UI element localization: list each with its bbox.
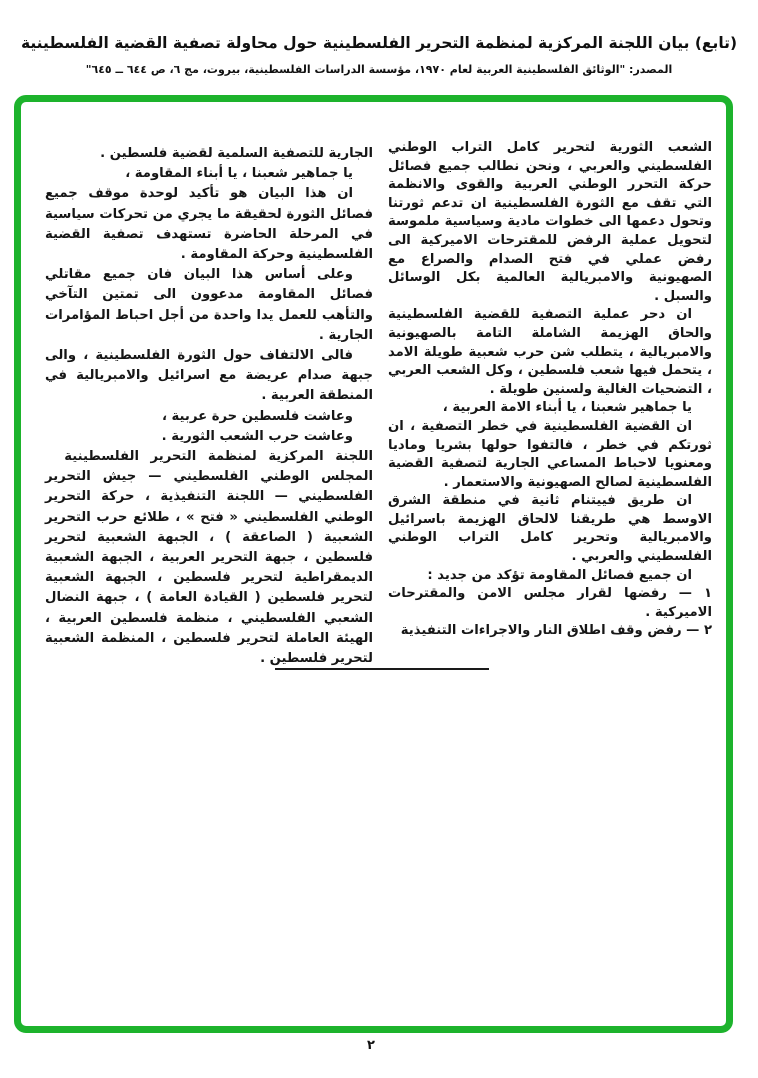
green-border-frame: [14, 95, 733, 1033]
paragraph: ان هذا البيان هو تأكيد لوحدة موقف جميع فصائل الثورة لحقيقة ما يجري من تحركات سياسية في المرحلة الحاضرة تستهدف تصفية القضية الفلسطينية وحركة المقاومة .: [45, 186, 373, 263]
paragraph: وعاشت فلسطين حرة عربية ،: [161, 408, 353, 424]
end-divider: [275, 668, 489, 670]
page-number: ٢: [367, 1038, 375, 1053]
list-item: ١ — رفضها لقرار مجلس الامن والمقترحات الاميركية .: [388, 586, 712, 620]
paragraph: الشعب الثورية لتحرير كامل التراب الوطني الفلسطيني والعربي ، ونحن نطالب جميع فصائل حركة التحرر الوطني العربية والقوى والانظمة التي تقف مع الثورة الفلسطينية ان تدعم ثورتنا وتحول دعمها الى خطوات مادية وسياسية ملموسة لتحويل عملية الرفض للمقترحات الاميركية الى رفض عملي في فتح الصدام والصراع مع الصهيونية والامبريالية العالمية بكل الوسائل والسبل .: [388, 140, 712, 304]
paragraph: المجلس الوطني الفلسطيني — جيش التحرير الفلسطيني — اللجنة التنفيذية ، حركة التحرير الوطني الفلسطيني « فتح » ، طلائع حرب التحرير الشعبية ( الصاعقة ) ، الجبهة الشعبية لتحرير فلسطين ، جبهة التحرير العربية ، الجبهة الشعبية الديمقراطية لتحرير فلسطين ، الجبهة الشعبية لتحرير فلسطين ( القيادة العامة ) ، جبهة النضال الشعبي الفلسطيني ، منظمة فلسطين العربية ، الهيئة العاملة لتحرير فلسطين ، المنظمة الشعبية لتحرير فلسطين .: [45, 469, 373, 667]
page-title: (تابع) بيان اللجنة المركزية لمنظمة التحرير الفلسطينية حول محاولة تصفية القضية الفلسطينية: [20, 34, 738, 52]
paragraph: الجارية للتصفية السلمية لقضية فلسطين .: [100, 146, 373, 161]
text-column-left: [45, 144, 373, 669]
signature-line: اللجنة المركزية لمنظمة التحرير الفلسطينية: [64, 449, 373, 465]
list-item: ٢ — رفض وقف اطلاق النار والاجراءات التنفيذية: [400, 623, 712, 639]
paragraph: وعلى أساس هذا البيان فان جميع مقاتلي فصائل المقاومة مدعوون الى تمتين التآخي والتأهب للعمل يدا واحدة من أجل احباط المؤامرات الجارية .: [45, 267, 373, 343]
paragraph: وعاشت حرب الشعب الثورية .: [161, 428, 353, 444]
paragraph: فالى الالتفاف حول الثورة الفلسطينية ، والى جبهة صدام عريضة مع اسرائيل والامبريالية في المنطقة العربية .: [45, 348, 373, 404]
text-column-right: [388, 139, 712, 641]
paragraph: يا جماهير شعبنا ، يا أبناء المقاومة ،: [125, 166, 353, 182]
paragraph: ان طريق فييتنام ثانية في منطقة الشرق الاوسط هي طريقنا لالحاق الهزيمة باسرائيل والامبريالية وتحرير كامل التراب الوطني الفلسطيني والعربي .: [388, 493, 712, 565]
paragraph: ان جميع فصائل المقاومة تؤكد من جديد :: [427, 567, 692, 583]
paragraph: يا جماهير شعبنا ، يا أبناء الامة العربية ،: [442, 400, 692, 416]
paragraph: ان القضية الفلسطينية في خطر التصفية ، ان ثورتكم في خطر ، فالتفوا حولها بشريا وماديا ومعنويا لاحباط المساعي الجارية لتصفية القضية الفلسطينية لصالح الصهيونية والاستعمار .: [388, 418, 712, 490]
source-citation: المصدر: "الوثائق الفلسطينية العربية لعام ١٩٧٠، مؤسسة الدراسات الفلسطينية، بيروت، مج ٦، ص ٦٤٤ ــ ٦٤٥": [85, 63, 673, 76]
paragraph: ان دحر عملية التصفية للقضية الفلسطينية والحاق الهزيمة الشاملة التامة بالصهيونية والامبريالية ، يتطلب شن حرب شعبية طويلة الامد ، يتحمل فيها شعب فلسطين ، وكل الشعب العربي ، التضحيات الغالية ولسنين طويلة .: [388, 307, 712, 397]
